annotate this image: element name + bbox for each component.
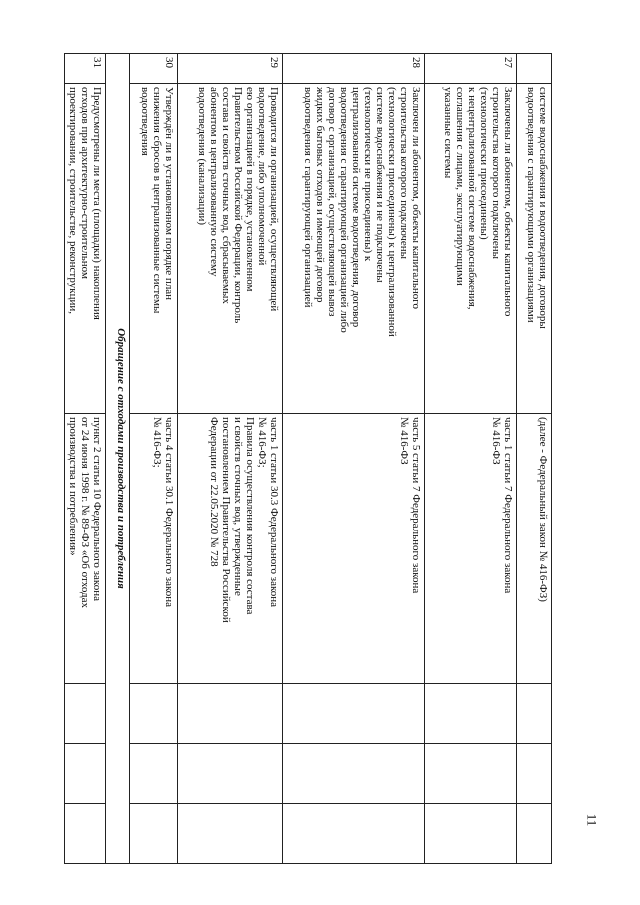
law-reference-cell-line: часть 1 статьи 7 Федерального закона [502, 417, 514, 594]
empty-cell [130, 744, 178, 804]
question-cell-line: водоотведения с гарантирующей организацией [302, 87, 314, 308]
question-cell [283, 84, 425, 414]
question-cell-line: отходов при архитектурно-строительном [79, 87, 91, 279]
question-cell-line: Утверждён ли в установленном порядке план [163, 87, 175, 301]
question-cell [178, 84, 283, 414]
question-cell-line: (технологически присоединены) к централизованной [386, 87, 398, 337]
law-reference-cell [283, 414, 425, 684]
question-cell-line: водоотведения с гарантирующей организацией либо [338, 87, 350, 333]
empty-cell [517, 804, 552, 864]
question-cell-line: системе водоснабжения и не подключены [374, 87, 386, 283]
empty-cell [283, 744, 425, 804]
question-cell-line: водоотведения (канализации) [196, 87, 208, 226]
empty-cell [65, 684, 106, 744]
question-cell-line: соглашения с лицами, эксплуатирующими [454, 87, 466, 286]
question-cell-line: централизованной системе водоотведения, договор [350, 87, 362, 328]
table-row [65, 54, 106, 864]
question-cell-line: абонентом в централизованную систему [208, 87, 220, 277]
question-cell-line: указанные системы [442, 87, 454, 179]
law-reference-cell [517, 414, 552, 684]
law-reference-cell-line: от 24 июня 1998 г. № 89-ФЗ «Об отходах [79, 417, 91, 609]
question-cell [425, 84, 517, 414]
empty-cell [283, 684, 425, 744]
table-body [65, 54, 552, 864]
law-reference-cell-line: № 416-ФЗ; [256, 417, 268, 468]
rotated-table-container [67, 53, 552, 863]
question-cell-line: к нецентрализованной системе водоснабжения, [466, 87, 478, 310]
empty-cell [65, 744, 106, 804]
law-reference-cell-line: пункт 2 статьи 10 Федерального закона [91, 417, 103, 601]
table-row [517, 54, 552, 864]
question-cell-line: (технологически не присоединены) к [362, 87, 374, 262]
empty-cell [283, 804, 425, 864]
question-cell [65, 84, 106, 414]
table-row [283, 54, 425, 864]
question-cell-line: строительства которого подключены [490, 87, 502, 260]
row-number: 28 [283, 54, 425, 84]
question-cell [517, 84, 552, 414]
page-number: 11 [584, 813, 600, 827]
row-number: 27 [425, 54, 517, 84]
law-reference-cell-line: (далее - Федеральный закон № 416-ФЗ) [537, 417, 549, 602]
row-number [517, 54, 552, 84]
question-cell-line: водоотведение, либо уполномоченной [256, 87, 268, 266]
empty-cell [425, 804, 517, 864]
question-cell-line: договор с организацией, осуществляющей вывоз [326, 87, 338, 317]
empty-cell [130, 804, 178, 864]
question-cell-line: проектировании, строительстве, реконструкции, [67, 87, 79, 314]
question-cell-line: Правительством Российской Федерации, контроль [232, 87, 244, 324]
question-cell-line: (технологически присоединены) [478, 87, 490, 240]
law-reference-cell [425, 414, 517, 684]
question-cell-line: системе водоснабжения и водоотведения, договоры [537, 87, 549, 329]
law-reference-cell [178, 414, 283, 684]
empty-cell [130, 684, 178, 744]
table-row [130, 54, 178, 864]
table-row [178, 54, 283, 864]
question-cell-line: Предусмотрены ли места (площадки) накопления [91, 87, 103, 320]
question-cell-line: строительства которого подключены [398, 87, 410, 260]
empty-cell [65, 804, 106, 864]
question-cell-line: Заключены ли абонентом, объекты капитального [502, 87, 514, 317]
law-reference-cell-line: Федерации от 22.05.2020 № 728 [208, 417, 220, 567]
law-reference-cell-line: Правила осуществления контроля состава [244, 417, 256, 615]
law-reference-cell-line: № 416-ФЗ [398, 417, 410, 465]
question-cell-line: Заключен ли абонентом, объекты капитального [410, 87, 422, 310]
question-cell-line: жидких бытовых отходов и имеющей договор [314, 87, 326, 303]
section-header-row [106, 54, 130, 864]
empty-cell [178, 744, 283, 804]
empty-cell [517, 684, 552, 744]
empty-cell [425, 684, 517, 744]
question-cell-line: ею организацией в порядке, установленном [244, 87, 256, 292]
question-cell-line: водоотведения с гарантирующими организациями [525, 87, 537, 323]
question-cell-line: снижения сбросов в централизованные системы [151, 87, 163, 314]
law-reference-cell-line: часть 5 статьи 7 Федерального закона [410, 417, 422, 594]
law-reference-cell-line: постановлением Правительства Российской [220, 417, 232, 623]
law-reference-cell-line: часть 4 статьи 30.1 Федерального закона [163, 417, 175, 608]
law-reference-cell-line: и свойств сточных вод, утвержденные [232, 417, 244, 596]
row-number: 31 [65, 54, 106, 84]
question-cell-line: Проводится ли организацией, осуществляющей [268, 87, 280, 312]
table-row [425, 54, 517, 864]
question-cell-line: водоотведения [139, 87, 151, 156]
law-reference-cell [130, 414, 178, 684]
requirements-table [64, 53, 552, 864]
section-title: Обращение с отходами производства и потребления [106, 54, 130, 864]
question-cell [130, 84, 178, 414]
question-cell-line: состава и свойств сточных вод, сбрасываемых [220, 87, 232, 304]
law-reference-cell-line: № 416-ФЗ; [151, 417, 163, 468]
row-number: 29 [178, 54, 283, 84]
empty-cell [178, 804, 283, 864]
empty-cell [178, 684, 283, 744]
empty-cell [425, 744, 517, 804]
row-number: 30 [130, 54, 178, 84]
law-reference-cell [65, 414, 106, 684]
law-reference-cell-line: производства и потребления» [67, 417, 79, 556]
law-reference-cell-line: часть 1 статьи 30.3 Федерального закона [268, 417, 280, 608]
empty-cell [517, 744, 552, 804]
law-reference-cell-line: № 416-ФЗ [490, 417, 502, 465]
